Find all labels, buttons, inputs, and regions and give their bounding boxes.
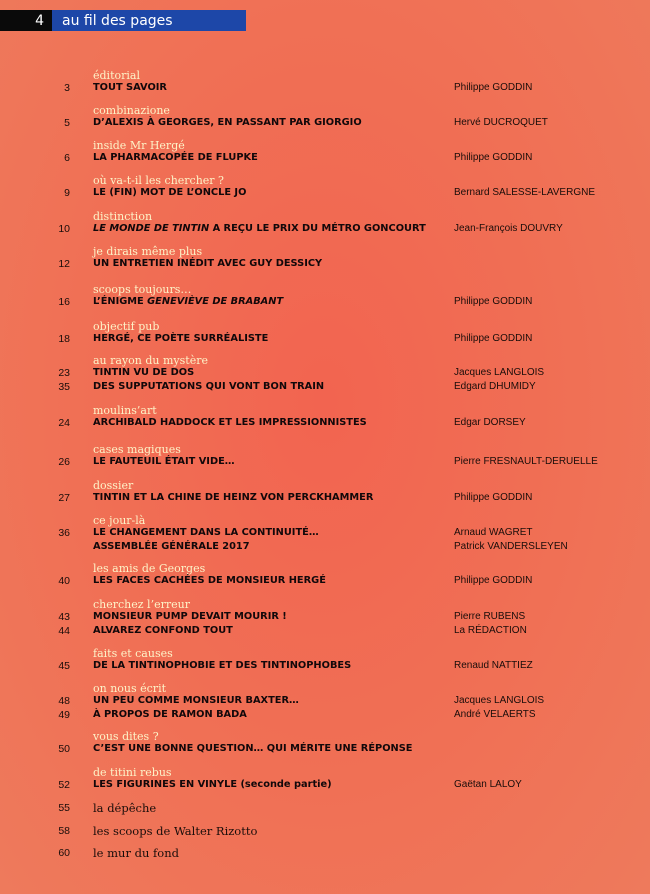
- toc-page-number: 58: [58, 825, 70, 837]
- toc-category: dossier: [93, 479, 134, 492]
- toc-page-number: 5: [64, 117, 70, 129]
- toc-title-text: DES SUPPUTATIONS QUI VONT BON TRAIN: [93, 380, 325, 392]
- toc-entry: [0, 492, 650, 504]
- toc-category: objectif pub: [93, 320, 160, 333]
- toc-entry: [0, 456, 650, 468]
- toc-category: éditorial: [93, 69, 140, 82]
- toc-entry: [0, 381, 650, 393]
- toc-entry: [0, 223, 650, 235]
- toc-category: vous dites ?: [93, 730, 159, 743]
- toc-article-title: [93, 456, 235, 468]
- toc-article-title: [93, 367, 194, 379]
- toc-entry: [0, 695, 650, 707]
- toc-category: distinction: [93, 210, 153, 223]
- toc-title-text: HERGÉ, CE POÈTE SURRÉALISTE: [93, 333, 269, 344]
- toc-title-text: DE LA TINTINOPHOBIE ET DES TINTINOPHOBES: [93, 660, 352, 671]
- toc-article-title: [93, 117, 362, 129]
- toc-author: André VELAERTS: [454, 708, 536, 720]
- toc-extra-entry: [0, 825, 650, 837]
- toc-article-title: [93, 625, 233, 637]
- toc-article-title: [93, 695, 299, 707]
- toc-extra-entry: [0, 847, 650, 859]
- toc-category: ce jour-là: [93, 514, 146, 527]
- toc-article-title: [93, 258, 322, 270]
- toc-title-text: LA PHARMACOPÉE DE FLUPKE: [93, 152, 258, 163]
- toc-category: de titini rebus: [93, 766, 172, 779]
- toc-author: Philippe GODDIN: [454, 492, 533, 503]
- toc-extra-label: les scoops de Walter Rizotto: [93, 824, 258, 838]
- toc-page-number: 27: [58, 492, 70, 504]
- toc-author: Philippe GODDIN: [454, 575, 533, 586]
- toc-author: Patrick VANDERSLEYEN: [454, 540, 568, 552]
- toc-author: Jacques LANGLOIS: [454, 367, 545, 378]
- toc-entry: [0, 417, 650, 429]
- toc-page-number: 36: [58, 527, 70, 539]
- toc-category: les amis de Georges: [93, 562, 206, 575]
- toc-author: Bernard SALESSE-LAVERGNE: [454, 187, 595, 198]
- toc-article-title: [93, 333, 268, 345]
- toc-page-number: 35: [58, 380, 70, 393]
- toc-page-number: 48: [58, 695, 70, 707]
- toc-article-title: [93, 82, 167, 94]
- toc-entry: [0, 527, 650, 539]
- toc-page-number: 16: [58, 296, 70, 308]
- toc-page-number: 3: [64, 82, 70, 94]
- toc-category: cases magiques: [93, 443, 181, 456]
- toc-article-title: [93, 709, 247, 721]
- page-number: 4: [0, 10, 52, 31]
- toc-category: moulins’art: [93, 404, 157, 417]
- toc-page-number: 18: [58, 333, 70, 345]
- toc-page-number: 40: [58, 575, 70, 587]
- toc-title-text: C’EST UNE BONNE QUESTION… QUI MÉRITE UNE RÉPONSE: [93, 743, 413, 754]
- toc-page-number: 43: [58, 611, 70, 623]
- toc-entry: [0, 779, 650, 791]
- toc-page-number: 44: [58, 624, 70, 637]
- section-title: au fil des pages: [62, 12, 173, 29]
- toc-entry: [0, 117, 650, 129]
- toc-entry: [0, 743, 650, 755]
- toc-page-number: 45: [58, 660, 70, 672]
- toc-title-text: A REÇU LE PRIX DU MÉTRO GONCOURT: [209, 223, 426, 234]
- toc-title-text: TINTIN ET LA CHINE DE HEINZ VON PERCKHAMMER: [93, 492, 374, 503]
- toc-title-text: LES FIGURINES EN VINYLE (seconde partie): [93, 779, 332, 790]
- toc-page-number: 50: [58, 743, 70, 755]
- toc-article-title: [93, 187, 246, 199]
- toc-page-number: 10: [58, 223, 70, 235]
- toc-article-title: [93, 743, 412, 755]
- toc-entry: [0, 258, 650, 270]
- toc-author: Edgar DORSEY: [454, 417, 526, 428]
- toc-category: je dirais même plus: [93, 245, 203, 258]
- toc-page-number: 60: [58, 847, 70, 859]
- toc-entry: [0, 611, 650, 623]
- toc-author: Jean-François DOUVRY: [454, 223, 563, 234]
- toc-author: Jacques LANGLOIS: [454, 695, 545, 706]
- toc-author: Gaëtan LALOY: [454, 779, 522, 790]
- toc-page-number: 55: [58, 802, 70, 814]
- toc-title-text: LE FAUTEUIL ÉTAIT VIDE…: [93, 456, 235, 467]
- toc-author: Renaud NATTIEZ: [454, 660, 533, 671]
- toc-category: cherchez l’erreur: [93, 598, 190, 611]
- toc-article-title: [93, 152, 258, 164]
- toc-entry: [0, 709, 650, 721]
- toc-title-text: TOUT SAVOIR: [93, 82, 167, 93]
- toc-page-number: 26: [58, 456, 70, 468]
- toc-author: Philippe GODDIN: [454, 82, 533, 93]
- toc-page-number: 23: [58, 367, 70, 379]
- toc-entry: [0, 541, 650, 553]
- toc-article-title: [93, 417, 367, 429]
- toc-title-text: À PROPOS DE RAMON BADA: [93, 708, 247, 720]
- toc-article-title: [93, 541, 250, 553]
- toc-category: au rayon du mystère: [93, 354, 208, 367]
- toc-author: Edgard DHUMIDY: [454, 380, 536, 392]
- toc-page-number: 12: [58, 258, 70, 270]
- toc-article-title: [93, 611, 287, 623]
- toc-category: on nous écrit: [93, 682, 167, 695]
- toc-extra-label: le mur du fond: [93, 846, 179, 860]
- toc-title-text: ALVAREZ CONFOND TOUT: [93, 624, 233, 636]
- toc-page-number: 6: [64, 152, 70, 164]
- toc-title-text: LE (FIN) MOT DE L’ONCLE JO: [93, 187, 247, 198]
- toc-author: Philippe GODDIN: [454, 296, 533, 307]
- toc-entry: [0, 333, 650, 345]
- toc-entry: [0, 367, 650, 379]
- toc-title-italic: GENEVIÈVE DE BRABANT: [147, 296, 284, 307]
- toc-title-text: LES FACES CACHÉES DE MONSIEUR HERGÉ: [93, 575, 326, 586]
- toc-entry: [0, 660, 650, 672]
- toc-category: combinazione: [93, 104, 170, 117]
- toc-article-title: [93, 492, 373, 504]
- toc-page-number: 49: [58, 708, 70, 721]
- toc-entry: [0, 187, 650, 199]
- toc-article-title: [93, 223, 426, 235]
- toc-author: Hervé DUCROQUET: [454, 117, 548, 128]
- toc-entry: [0, 575, 650, 587]
- toc-article-title: [93, 381, 324, 393]
- toc-page-number: 52: [58, 779, 70, 791]
- toc-title-text: ASSEMBLÉE GÉNÉRALE 2017: [93, 540, 250, 552]
- toc-title-text: LE CHANGEMENT DANS LA CONTINUITÉ…: [93, 527, 319, 538]
- toc-title-italic: LE MONDE DE TINTIN: [93, 223, 210, 234]
- toc-article-title: [93, 779, 332, 791]
- toc-author: Arnaud WAGRET: [454, 527, 533, 538]
- toc-entry: [0, 82, 650, 94]
- toc-title-text: L’ÉNIGME: [93, 296, 148, 307]
- toc-title-text: D’ALEXIS À GEORGES, EN PASSANT PAR GIORGIO: [93, 117, 362, 128]
- toc-page-number: 9: [64, 187, 70, 199]
- toc-entry: [0, 296, 650, 308]
- toc-category: faits et causes: [93, 647, 173, 660]
- toc-article-title: [93, 575, 326, 587]
- toc-title-text: UN ENTRETIEN INÉDIT AVEC GUY DESSICY: [93, 258, 323, 269]
- toc-extra-label: la dépêche: [93, 801, 157, 815]
- toc-title-text: TINTIN VU DE DOS: [93, 367, 195, 378]
- toc-category: inside Mr Hergé: [93, 139, 185, 152]
- toc-author: La RÉDACTION: [454, 624, 527, 636]
- toc-article-title: [93, 296, 283, 308]
- toc-category: où va-t-il les chercher ?: [93, 174, 224, 187]
- toc-title-text: UN PEU COMME MONSIEUR BAXTER…: [93, 695, 299, 706]
- toc-title-text: ARCHIBALD HADDOCK ET LES IMPRESSIONNISTES: [93, 417, 367, 428]
- toc-author: Pierre RUBENS: [454, 611, 526, 622]
- toc-author: Philippe GODDIN: [454, 333, 533, 344]
- toc-entry: [0, 625, 650, 637]
- toc-extra-entry: [0, 802, 650, 814]
- toc-author: Pierre FRESNAULT-DERUELLE: [454, 456, 598, 467]
- toc-entry: [0, 152, 650, 164]
- toc-author: Philippe GODDIN: [454, 152, 533, 163]
- toc-article-title: [93, 527, 319, 539]
- toc-page-number: 24: [58, 417, 70, 429]
- page-header: [0, 10, 246, 31]
- toc-category: scoops toujours…: [93, 283, 192, 296]
- toc-article-title: [93, 660, 351, 672]
- toc-title-text: MONSIEUR PUMP DEVAIT MOURIR !: [93, 611, 287, 622]
